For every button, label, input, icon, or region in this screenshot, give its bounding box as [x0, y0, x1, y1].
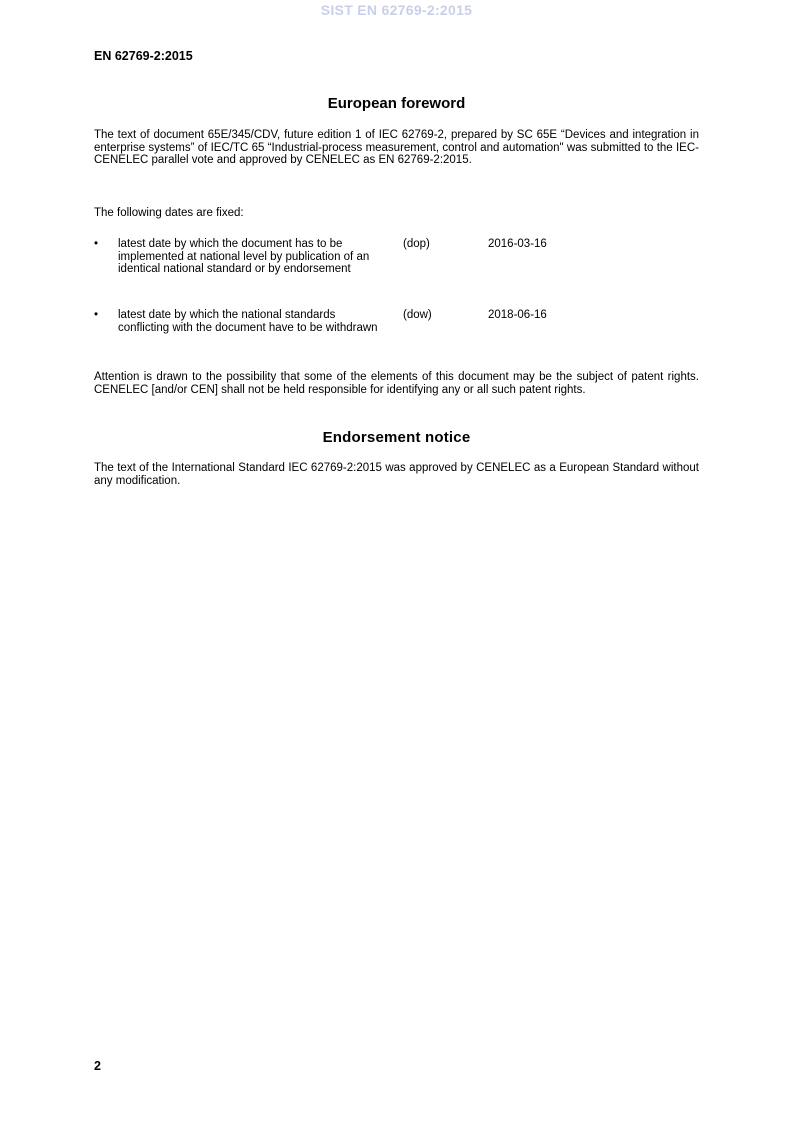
bullet-icon: •: [94, 238, 99, 250]
attention-paragraph: Attention is drawn to the possibility that some of the elements of this document may be the subject of patent rights. CENELEC [and/or CEN] shall not be held responsible for identifying any or all such patent rights.: [94, 371, 699, 396]
bullet-icon: •: [94, 309, 99, 321]
date-description: latest date by which the document has to be implemented at national level by publication of an identical national standard or by endorsement: [118, 238, 370, 275]
foreword-intro-paragraph: The text of document 65E/345/CDV, future edition 1 of IEC 62769-2, prepared by SC 65E “Devices and integration in enterprise systems” of IEC/TC 65 “Industrial-process measurement, control and automation" was submitted to the IEC-CENELEC parallel vote and approved by CENELEC as EN 62769-2:2015.: [94, 129, 699, 166]
document-id: EN 62769-2:2015: [94, 49, 193, 63]
date-abbreviation: (dow): [403, 309, 432, 321]
date-description: latest date by which the national standards conflicting with the document have to be withdrawn: [118, 309, 378, 334]
dates-intro-paragraph: The following dates are fixed:: [94, 207, 244, 219]
endorsement-heading: Endorsement notice: [322, 429, 471, 446]
foreword-heading: European foreword: [327, 95, 466, 112]
endorsement-paragraph: The text of the International Standard IEC 62769-2:2015 was approved by CENELEC as a European Standard without any modification.: [94, 462, 699, 487]
page-number: 2: [94, 1059, 101, 1073]
watermark: SIST EN 62769-2:2015: [320, 2, 473, 18]
date-value: 2018-06-16: [488, 309, 547, 321]
date-value: 2016-03-16: [488, 238, 547, 250]
date-abbreviation: (dop): [403, 238, 430, 250]
